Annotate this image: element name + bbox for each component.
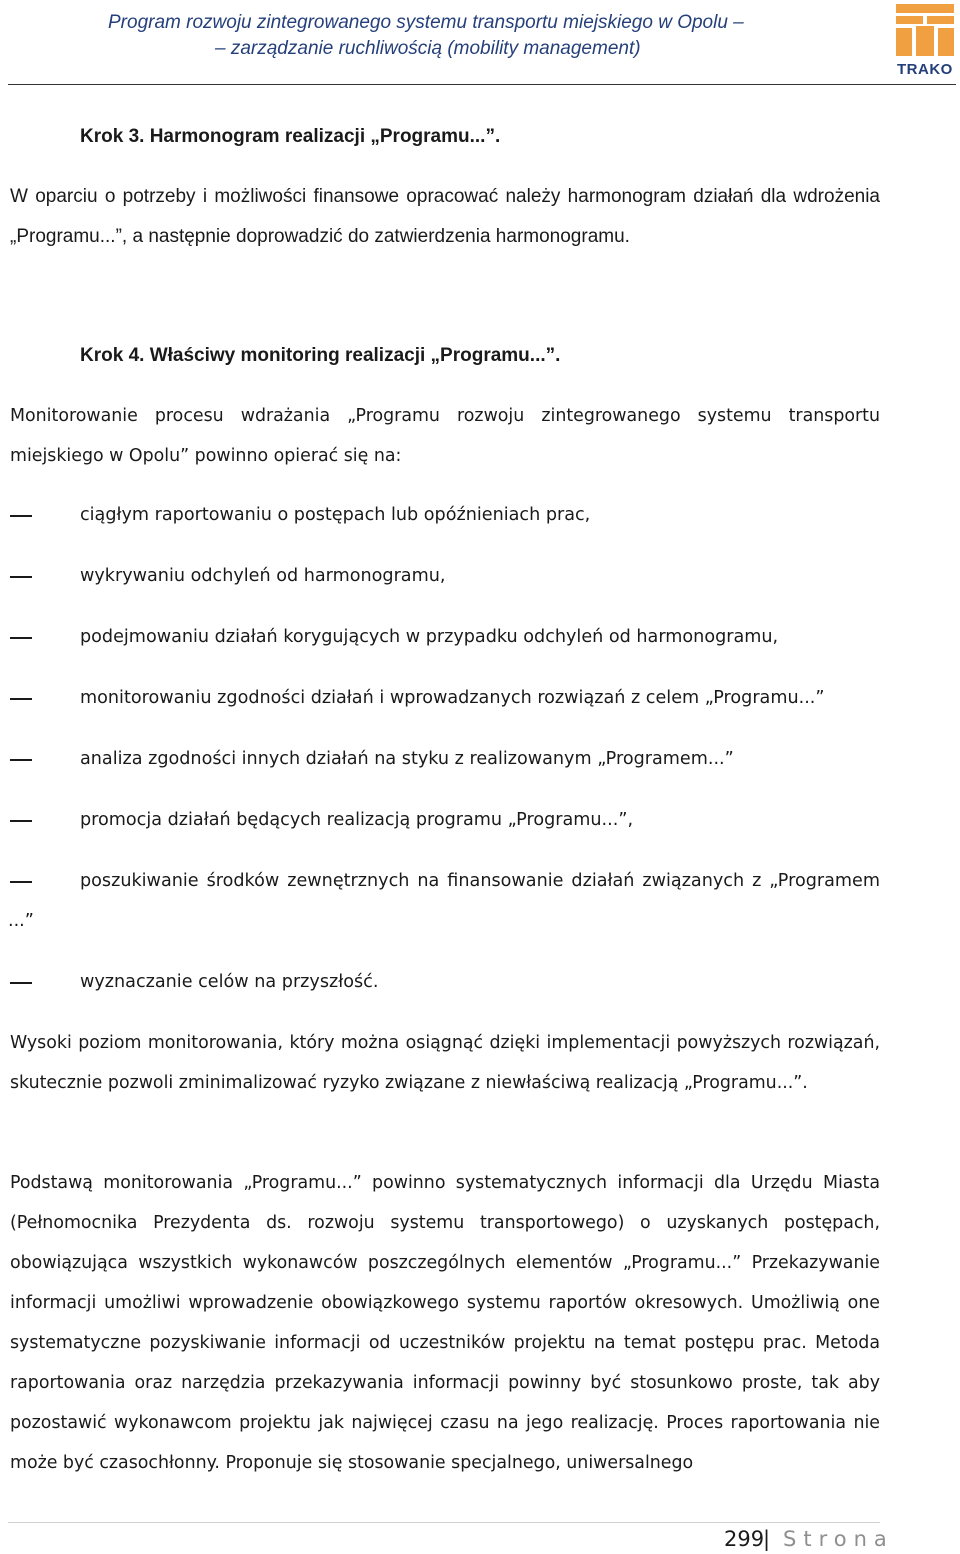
dash-bullet-icon: [10, 759, 32, 761]
list-item-text: wykrywaniu odchyleń od harmonogramu,: [80, 566, 446, 586]
dash-bullet-icon: [10, 637, 32, 639]
header-title-line1: Program rozwoju zintegrowanego systemu transportu miejskiego w Opolu –: [108, 12, 744, 33]
footer-rule: [8, 1522, 880, 1523]
dash-bullet-icon: [10, 820, 32, 822]
list-item: [0, 680, 960, 720]
page-separator: |: [763, 1527, 771, 1551]
header-title-line2: – zarządzanie ruchliwością (mobility management): [215, 38, 641, 59]
list-item-continuation: [0, 903, 960, 943]
page-label: Strona: [783, 1527, 894, 1551]
dash-bullet-icon: [10, 982, 32, 984]
list-item: [0, 619, 960, 659]
page-header: [0, 0, 960, 86]
page-number: 299: [724, 1527, 765, 1551]
step4-intro: Monitorowanie procesu wdrażania „Programu rozwoju zintegrowanego systemu transportu miejskiego w Opolu” powinno opierać się na:: [10, 406, 880, 466]
step3-heading: Krok 3. Harmonogram realizacji „Programu...”.: [80, 126, 501, 147]
list-item: [0, 964, 960, 1004]
list-item-text: ciągłym raportowaniu o postępach lub opóźnieniach prac,: [80, 505, 591, 525]
list-item-text: monitorowaniu zgodności działań i wprowadzanych rozwiązań z celem „Programu...”: [80, 688, 825, 708]
dash-bullet-icon: [10, 881, 32, 883]
dash-bullet-icon: [10, 698, 32, 700]
step4-paragraph-3: Podstawą monitorowania „Programu...” powinno systematycznych informacji dla Urzędu Miasta (Pełnomocnika Prezydenta ds. rozwoju systemu transportowego) o uzyskanych postępach, obowiązująca wszystkich wykonawców poszczególnych elementów „Programu...” Przekazywanie informacji umożliwi wprowadzenie obowiązkowego systemu raportów okresowych. Umożliwią one systematyczne pozyskiwanie informacji od uczestników projektu na temat postępu prac. Metoda raportowania oraz narzędzia przekazywania informacji powinny być stosunkowo proste, tak aby pozostawić wykonawcom projektu jak najwięcej czasu na jego realizację. Proces raportowania nie może być czasochłonny. Proponuje się stosowanie specjalnego, uniwersalnego: [10, 1173, 880, 1473]
list-item: [0, 497, 960, 537]
step3-paragraph: W oparciu o potrzeby i możliwości finansowe opracować należy harmonogram działań dla wdrożenia „Programu...”, a następnie doprowadzić do zatwierdzenia harmonogramu.: [10, 186, 880, 247]
list-item: [0, 802, 960, 842]
list-item: [0, 863, 960, 903]
dash-bullet-icon: [10, 515, 32, 517]
header-rule: [8, 84, 956, 85]
list-item-continuation-text: ...”: [8, 911, 34, 931]
list-item-text: poszukiwanie środków zewnętrznych na finansowanie działań związanych z „Programem: [80, 871, 880, 891]
step4-heading: Krok 4. Właściwy monitoring realizacji „Programu...”.: [80, 345, 561, 366]
list-item: [0, 741, 960, 781]
step4-paragraph-2: Wysoki poziom monitorowania, który można osiągnąć dzięki implementacji powyższych rozwiązań, skutecznie pozwoli zminimalizować ryzyko związane z niewłaściwą realizacją „Programu...”.: [10, 1033, 880, 1093]
logo-text: TRAKO: [897, 61, 953, 78]
list-item-text: analiza zgodności innych działań na styku z realizowanym „Programem...”: [80, 749, 734, 769]
list-item-text: promocja działań będących realizacją programu „Programu...”,: [80, 810, 634, 830]
dash-bullet-icon: [10, 576, 32, 578]
list-item-text: podejmowaniu działań korygujących w przypadku odchyleń od harmonogramu,: [80, 627, 779, 647]
list-item-text: wyznaczanie celów na przyszłość.: [80, 972, 379, 992]
list-item: [0, 558, 960, 598]
